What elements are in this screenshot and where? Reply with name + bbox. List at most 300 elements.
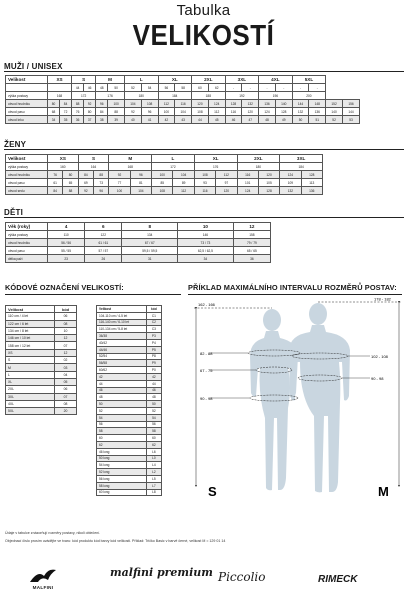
kod-code-cell: 02 bbox=[55, 357, 77, 364]
malfini-bird-icon bbox=[28, 568, 58, 584]
kod-code-cell: 50 bbox=[146, 401, 161, 408]
value-cell: 50 bbox=[292, 116, 309, 124]
table-row bbox=[97, 373, 162, 380]
size-s-label: S bbox=[208, 484, 217, 499]
value-cell: 120 bbox=[258, 171, 279, 179]
value-cell: 144 bbox=[342, 108, 359, 116]
value-cell: 92 bbox=[109, 171, 130, 179]
value-cell: 108 bbox=[194, 171, 215, 179]
kod-code-cell: 58 bbox=[146, 428, 161, 435]
value-cell: 108 bbox=[152, 187, 173, 195]
value-cell: 88 bbox=[94, 171, 109, 179]
value-cell: 108 bbox=[192, 108, 209, 116]
sub-size-cell: 46 bbox=[84, 84, 96, 92]
row-label: obvod hrudníku bbox=[6, 100, 48, 108]
table-row bbox=[97, 319, 162, 326]
value-cell: 192 bbox=[225, 92, 259, 100]
value-cell: 188 bbox=[192, 92, 226, 100]
value-cell: 96 bbox=[94, 187, 109, 195]
kod-size-cell: 2XL bbox=[6, 386, 55, 393]
kod-code-cell: 08 bbox=[55, 400, 77, 407]
kod-code-cell: 12 bbox=[55, 349, 77, 356]
table-row bbox=[6, 255, 271, 263]
size-header: M bbox=[96, 76, 125, 84]
kod-code-cell: 52 bbox=[146, 407, 161, 414]
value-cell: 134 bbox=[122, 231, 178, 239]
kod-code-cell: C3 bbox=[146, 326, 161, 333]
kod-rule bbox=[5, 294, 181, 295]
value-cell: 104 bbox=[130, 187, 151, 195]
value-cell: 113 bbox=[301, 179, 322, 187]
value-cell: 160 bbox=[48, 163, 79, 171]
value-cell: 96 bbox=[141, 108, 158, 116]
body-measurement-figure bbox=[188, 298, 404, 508]
value-cell: 180 bbox=[237, 163, 280, 171]
logo-piccolio bbox=[218, 570, 265, 584]
size-header: XS bbox=[48, 76, 72, 84]
value-cell: 144 bbox=[292, 100, 309, 108]
table-row bbox=[6, 84, 360, 92]
sub-size-cell: 60 bbox=[192, 84, 209, 92]
table-row bbox=[6, 386, 77, 393]
table-row bbox=[6, 163, 323, 171]
kod-code-cell: 06 bbox=[55, 386, 77, 393]
table-row bbox=[6, 155, 323, 163]
value-cell: 39 bbox=[108, 116, 125, 124]
kod-size-cell: XS bbox=[6, 349, 55, 356]
value-cell: 140 bbox=[326, 108, 343, 116]
kod-size-cell: 52 bbox=[97, 407, 147, 414]
value-cell: 116 bbox=[225, 108, 242, 116]
value-cell: 101 bbox=[237, 179, 258, 187]
kod-size-cell: 56 long bbox=[97, 475, 147, 482]
value-cell: 158 bbox=[233, 231, 270, 239]
label-chest-right: 102 - 108 bbox=[371, 354, 388, 359]
kod-code-cell: 05 bbox=[55, 378, 77, 385]
value-cell: 68 bbox=[48, 108, 60, 116]
row-label: výška postavy bbox=[6, 163, 48, 171]
value-cell: 89 bbox=[173, 179, 194, 187]
row-label: obvod pasu bbox=[6, 108, 48, 116]
value-cell: 104 bbox=[175, 108, 192, 116]
kod-size-cell: 44 bbox=[97, 380, 147, 387]
value-cell: 105 bbox=[258, 179, 279, 187]
value-cell: 136 bbox=[301, 187, 322, 195]
value-cell: 112 bbox=[173, 187, 194, 195]
table-row bbox=[97, 346, 162, 353]
table-row bbox=[97, 394, 162, 401]
kod-size-cell: 116-140 cm / 6-10 let bbox=[97, 319, 147, 326]
kod-code-cell: C2 bbox=[146, 319, 161, 326]
value-cell: 164 bbox=[78, 163, 109, 171]
table-row bbox=[6, 116, 360, 124]
kod-header-code: kód bbox=[55, 306, 77, 313]
table-row bbox=[97, 367, 162, 374]
label-waist-right: 90 - 98 bbox=[371, 376, 384, 381]
value-cell: 100 bbox=[152, 171, 173, 179]
kod-code-cell: 46 bbox=[146, 387, 161, 394]
table-row bbox=[6, 179, 323, 187]
table-row bbox=[97, 360, 162, 367]
size-header: 4XL bbox=[259, 76, 293, 84]
value-cell: 88 bbox=[108, 108, 125, 116]
value-cell: 128 bbox=[225, 100, 242, 108]
value-cell: 55 / 55 bbox=[48, 247, 85, 255]
table-row bbox=[97, 421, 162, 428]
value-cell: 132 bbox=[292, 108, 309, 116]
kod-code-cell: 60 bbox=[146, 435, 161, 442]
label-hip-left: 90 - 98 bbox=[200, 396, 213, 401]
kod-header-size: Velikost bbox=[6, 306, 55, 313]
men-size-table bbox=[5, 75, 360, 124]
value-cell: 100 bbox=[109, 187, 130, 195]
table-row bbox=[97, 482, 162, 489]
value-cell: 92 bbox=[125, 108, 142, 116]
note-2: Objednací číslo prosím uvádějte ve tvaru: kód produktu kód barvy kód velikosti. Příklad: Tričko Basic v barvě černé, velikost M = 129 01 14 bbox=[5, 539, 226, 543]
value-cell: 100 bbox=[158, 108, 175, 116]
value-cell: 84 bbox=[96, 108, 108, 116]
kod-size-cell: XL bbox=[6, 378, 55, 385]
kod-size-cell: 54 bbox=[97, 414, 147, 421]
kod-code-cell: P3 bbox=[146, 333, 161, 340]
value-cell: 61 / 61 bbox=[85, 239, 122, 247]
kod-size-cell: 60 long bbox=[97, 489, 147, 496]
value-cell: 35 bbox=[60, 116, 72, 124]
table-row bbox=[6, 335, 77, 342]
sub-size-cell: 48 bbox=[96, 84, 108, 92]
value-cell: 128 bbox=[301, 171, 322, 179]
size-header: 2XL bbox=[192, 76, 226, 84]
value-cell: 80 bbox=[63, 171, 78, 179]
note-1: Údaje v tabulce znázorňují rozměry postavy, nikoli oblečení. bbox=[5, 531, 101, 535]
size-header: 10 bbox=[178, 223, 234, 231]
kod-size-cell: 44/46 bbox=[97, 346, 147, 353]
row-label bbox=[6, 84, 48, 92]
kod-size-cell: 54 long bbox=[97, 462, 147, 469]
table-row bbox=[6, 76, 360, 84]
kod-code-cell: 20 bbox=[55, 408, 77, 415]
kod-size-cell: 52/54 bbox=[97, 353, 147, 360]
kids-size-table bbox=[5, 222, 271, 263]
table-row bbox=[97, 339, 162, 346]
value-cell: 36 bbox=[72, 116, 84, 124]
value-cell: 42 bbox=[158, 116, 175, 124]
title-line-1: Tabulka bbox=[176, 2, 231, 19]
value-cell: 110 bbox=[48, 231, 85, 239]
kids-heading: DĚTI bbox=[4, 208, 24, 217]
value-cell: 116 bbox=[237, 171, 258, 179]
size-header: 3XL bbox=[225, 76, 259, 84]
label-waist-left: 67 - 75 bbox=[200, 368, 213, 373]
value-cell: 136 bbox=[309, 108, 326, 116]
kod-size-cell: 42 bbox=[97, 373, 147, 380]
table-header-label: Věk (roky) bbox=[6, 223, 48, 231]
sub-size-cell: 56 bbox=[158, 84, 175, 92]
brand-rimeck: RIMECK bbox=[318, 574, 358, 585]
size-header: L bbox=[125, 76, 159, 84]
table-row bbox=[6, 108, 360, 116]
label-height-right: 178 - 182 bbox=[374, 298, 391, 302]
size-header: 5XL bbox=[292, 76, 326, 84]
table-row bbox=[6, 313, 77, 320]
label-chest-left: 82 - 88 bbox=[200, 351, 213, 356]
kod-code-cell: 56 bbox=[146, 421, 161, 428]
value-cell: 73 / 73 bbox=[178, 239, 234, 247]
sub-size-cell: 44 bbox=[72, 84, 84, 92]
value-cell: 124 bbox=[237, 187, 258, 195]
table-row bbox=[97, 455, 162, 462]
size-header: S bbox=[72, 76, 96, 84]
value-cell: 112 bbox=[208, 108, 225, 116]
sub-size-cell: - bbox=[292, 84, 309, 92]
kod-size-cell: 3XL bbox=[6, 393, 55, 400]
kod-size-cell: 104-110 cm / 4-5 let bbox=[97, 312, 147, 319]
kod-size-cell: 60/62 bbox=[97, 367, 147, 374]
kod-code-cell: 08 bbox=[55, 320, 77, 327]
value-cell: 120 bbox=[242, 108, 259, 116]
table-row bbox=[6, 327, 77, 334]
kod-code-cell: 07 bbox=[55, 342, 77, 349]
value-cell: 97 bbox=[216, 179, 237, 187]
value-cell: 59,5 / 59,5 bbox=[122, 247, 178, 255]
kod-size-cell: M bbox=[6, 364, 55, 371]
logo-malfini-premium bbox=[110, 566, 213, 579]
value-cell: 168 bbox=[109, 163, 152, 171]
kod-code-cell: 07 bbox=[55, 393, 77, 400]
table-header-label: Velikost bbox=[6, 155, 48, 163]
value-cell: 92 bbox=[78, 187, 93, 195]
kod-size-cell: 52 long bbox=[97, 469, 147, 476]
value-cell: 65 bbox=[63, 179, 78, 187]
sub-size-cell: - bbox=[309, 84, 326, 92]
value-cell: 80 bbox=[48, 100, 60, 108]
size-header: XL bbox=[194, 155, 237, 163]
size-header: XL bbox=[158, 76, 192, 84]
brand-piccolio: Piccolio bbox=[218, 570, 266, 584]
label-height-left: 162 - 166 bbox=[198, 302, 215, 307]
value-cell: 128 bbox=[275, 108, 292, 116]
value-cell: 104 bbox=[125, 100, 142, 108]
value-cell: 132 bbox=[242, 100, 259, 108]
kod-size-cell: 122 cm / 6 let bbox=[6, 320, 55, 327]
value-cell: 43 bbox=[175, 116, 192, 124]
value-cell: 65 / 65 bbox=[233, 247, 270, 255]
sub-size-cell: - bbox=[225, 84, 242, 92]
kod-code-cell: L6 bbox=[146, 448, 161, 455]
row-label: obvod hrudníku bbox=[6, 239, 48, 247]
kod-size-cell: 56 bbox=[97, 421, 147, 428]
value-cell: 108 bbox=[141, 100, 158, 108]
value-cell: 84 bbox=[48, 187, 63, 195]
value-cell: 49 bbox=[275, 116, 292, 124]
table-row bbox=[6, 92, 360, 100]
value-cell: 136 bbox=[259, 100, 276, 108]
table-row bbox=[6, 320, 77, 327]
kod-code-cell: 06 bbox=[55, 313, 77, 320]
table-row bbox=[6, 364, 77, 371]
kod-code-cell: P0 bbox=[146, 367, 161, 374]
size-header: 6 bbox=[85, 223, 122, 231]
row-label: délka paží bbox=[6, 255, 48, 263]
value-cell: 176 bbox=[194, 163, 237, 171]
value-cell: 57 / 57 bbox=[85, 247, 122, 255]
value-cell: 116 bbox=[175, 100, 192, 108]
kod-heading: KÓDOVÉ OZNAČENÍ VELIKOSTÍ: bbox=[5, 283, 124, 292]
value-cell: 77 bbox=[109, 179, 130, 187]
table-row bbox=[6, 100, 360, 108]
value-cell: 112 bbox=[216, 171, 237, 179]
value-cell: 200 bbox=[292, 92, 326, 100]
kod-size-cell: 146 cm / 10 let bbox=[6, 335, 55, 342]
kod-code-cell: P5 bbox=[146, 346, 161, 353]
kod-code-cell: L7 bbox=[146, 482, 161, 489]
table-row bbox=[6, 357, 77, 364]
table-row bbox=[6, 349, 77, 356]
value-cell: 88 bbox=[63, 187, 78, 195]
table-row bbox=[6, 400, 77, 407]
kod-header-code: kód bbox=[146, 306, 161, 313]
table-row bbox=[97, 333, 162, 340]
kod-size-cell: 56/58 bbox=[97, 360, 147, 367]
kod-size-cell: 50 long bbox=[97, 455, 147, 462]
title-line-2: VELIKOSTÍ bbox=[132, 18, 275, 52]
value-cell: 148 bbox=[309, 100, 326, 108]
value-cell: 124 bbox=[280, 171, 301, 179]
sub-size-cell: - bbox=[259, 84, 276, 92]
value-cell: 46 bbox=[225, 116, 242, 124]
women-rule bbox=[4, 149, 404, 150]
kod-code-cell: C1 bbox=[146, 312, 161, 319]
kod-size-cell: 134 cm / 8 let bbox=[6, 327, 55, 334]
table-row bbox=[97, 387, 162, 394]
value-cell: 172 bbox=[72, 92, 96, 100]
value-cell: 104 bbox=[173, 171, 194, 179]
women-size-table bbox=[5, 154, 323, 195]
kod-size-cell: 110-134 cm / 5-8 let bbox=[97, 326, 147, 333]
value-cell: 81 bbox=[130, 179, 151, 187]
size-header: XS bbox=[48, 155, 79, 163]
kod-code-cell: 10 bbox=[55, 327, 77, 334]
value-cell: 26 bbox=[85, 255, 122, 263]
size-header: 4 bbox=[48, 223, 85, 231]
kod-code-cell: 44 bbox=[146, 380, 161, 387]
table-row bbox=[97, 475, 162, 482]
value-cell: 44 bbox=[192, 116, 209, 124]
table-header-label: Velikost bbox=[6, 76, 48, 84]
value-cell: 92 bbox=[84, 100, 96, 108]
row-label: obvod sedu bbox=[6, 187, 48, 195]
value-cell: 180 bbox=[125, 92, 159, 100]
men-rule bbox=[4, 71, 404, 72]
value-cell: 122 bbox=[85, 231, 122, 239]
value-cell: 45 bbox=[208, 116, 225, 124]
table-row bbox=[97, 407, 162, 414]
value-cell: 184 bbox=[280, 163, 323, 171]
value-cell: 76 bbox=[72, 108, 84, 116]
kids-rule bbox=[4, 217, 404, 218]
value-cell: 124 bbox=[208, 100, 225, 108]
value-cell bbox=[48, 84, 72, 92]
kod-code-cell: L0 bbox=[146, 455, 161, 462]
value-cell: 47 bbox=[242, 116, 259, 124]
table-row bbox=[6, 239, 271, 247]
value-cell: 100 bbox=[108, 100, 125, 108]
value-cell: 76 bbox=[48, 171, 63, 179]
value-cell: 61 bbox=[48, 179, 63, 187]
kod-size-cell: 46 bbox=[97, 387, 147, 394]
value-cell: 34 bbox=[48, 116, 60, 124]
table-row bbox=[6, 231, 271, 239]
kod-size-cell: L bbox=[6, 371, 55, 378]
value-cell: 128 bbox=[258, 187, 279, 195]
value-cell: 69 bbox=[78, 179, 93, 187]
sub-size-cell: - bbox=[275, 84, 292, 92]
table-row bbox=[6, 393, 77, 400]
kod-size-cell: 50 bbox=[97, 401, 147, 408]
table-row bbox=[6, 342, 77, 349]
logo-rimeck bbox=[318, 574, 357, 585]
value-cell: 34 bbox=[178, 255, 234, 263]
value-cell: 80 bbox=[84, 108, 96, 116]
brand-malfini: MALFINI bbox=[32, 585, 54, 590]
value-cell: 93 bbox=[194, 179, 215, 187]
kod-size-cell: 158 cm / 12 let bbox=[6, 342, 55, 349]
value-cell: 196 bbox=[259, 92, 293, 100]
value-cell: 85 bbox=[152, 179, 173, 187]
row-label: výška postavy bbox=[6, 231, 48, 239]
row-label: obvod pasu bbox=[6, 179, 48, 187]
kod-code-cell: 12 bbox=[55, 335, 77, 342]
row-label: obvod pasu bbox=[6, 247, 48, 255]
kod-size-cell: 46 long bbox=[97, 448, 147, 455]
value-cell: 112 bbox=[158, 100, 175, 108]
table-row bbox=[97, 326, 162, 333]
logo-malfini bbox=[28, 568, 58, 590]
table-row bbox=[6, 187, 323, 195]
table-row bbox=[97, 306, 162, 313]
table-row bbox=[97, 448, 162, 455]
kod-code-cell: P9 bbox=[146, 360, 161, 367]
value-cell: 79 / 79 bbox=[233, 239, 270, 247]
value-cell: 146 bbox=[178, 231, 234, 239]
kod-size-cell: 5XL bbox=[6, 408, 55, 415]
value-cell: 67 / 67 bbox=[122, 239, 178, 247]
sub-size-cell: 62 bbox=[208, 84, 225, 92]
value-cell: 120 bbox=[192, 100, 209, 108]
value-cell: 38 bbox=[96, 116, 108, 124]
priklad-heading: PŘÍKLAD MAXIMÁLNÍHO INTERVALU ROZMĚRŮ POSTAV: bbox=[188, 283, 397, 292]
kod-code-cell: P8 bbox=[146, 353, 161, 360]
value-cell: 132 bbox=[280, 187, 301, 195]
value-cell: 124 bbox=[259, 108, 276, 116]
size-header: M bbox=[109, 155, 152, 163]
value-cell: 53 bbox=[342, 116, 359, 124]
brand-footer bbox=[0, 560, 407, 600]
table-row bbox=[6, 247, 271, 255]
table-row bbox=[6, 223, 271, 231]
sub-size-cell: 50 bbox=[108, 84, 125, 92]
table-row bbox=[97, 353, 162, 360]
row-label: obvod hrudníku bbox=[6, 171, 48, 179]
table-row bbox=[6, 306, 77, 313]
kod-code-cell: P4 bbox=[146, 339, 161, 346]
kod-code-cell: 03 bbox=[55, 364, 77, 371]
kod-size-cell: 58 long bbox=[97, 482, 147, 489]
row-label: obvod krku bbox=[6, 116, 48, 124]
size-header: 8 bbox=[122, 223, 178, 231]
value-cell: 73 bbox=[94, 179, 109, 187]
value-cell: 176 bbox=[96, 92, 125, 100]
